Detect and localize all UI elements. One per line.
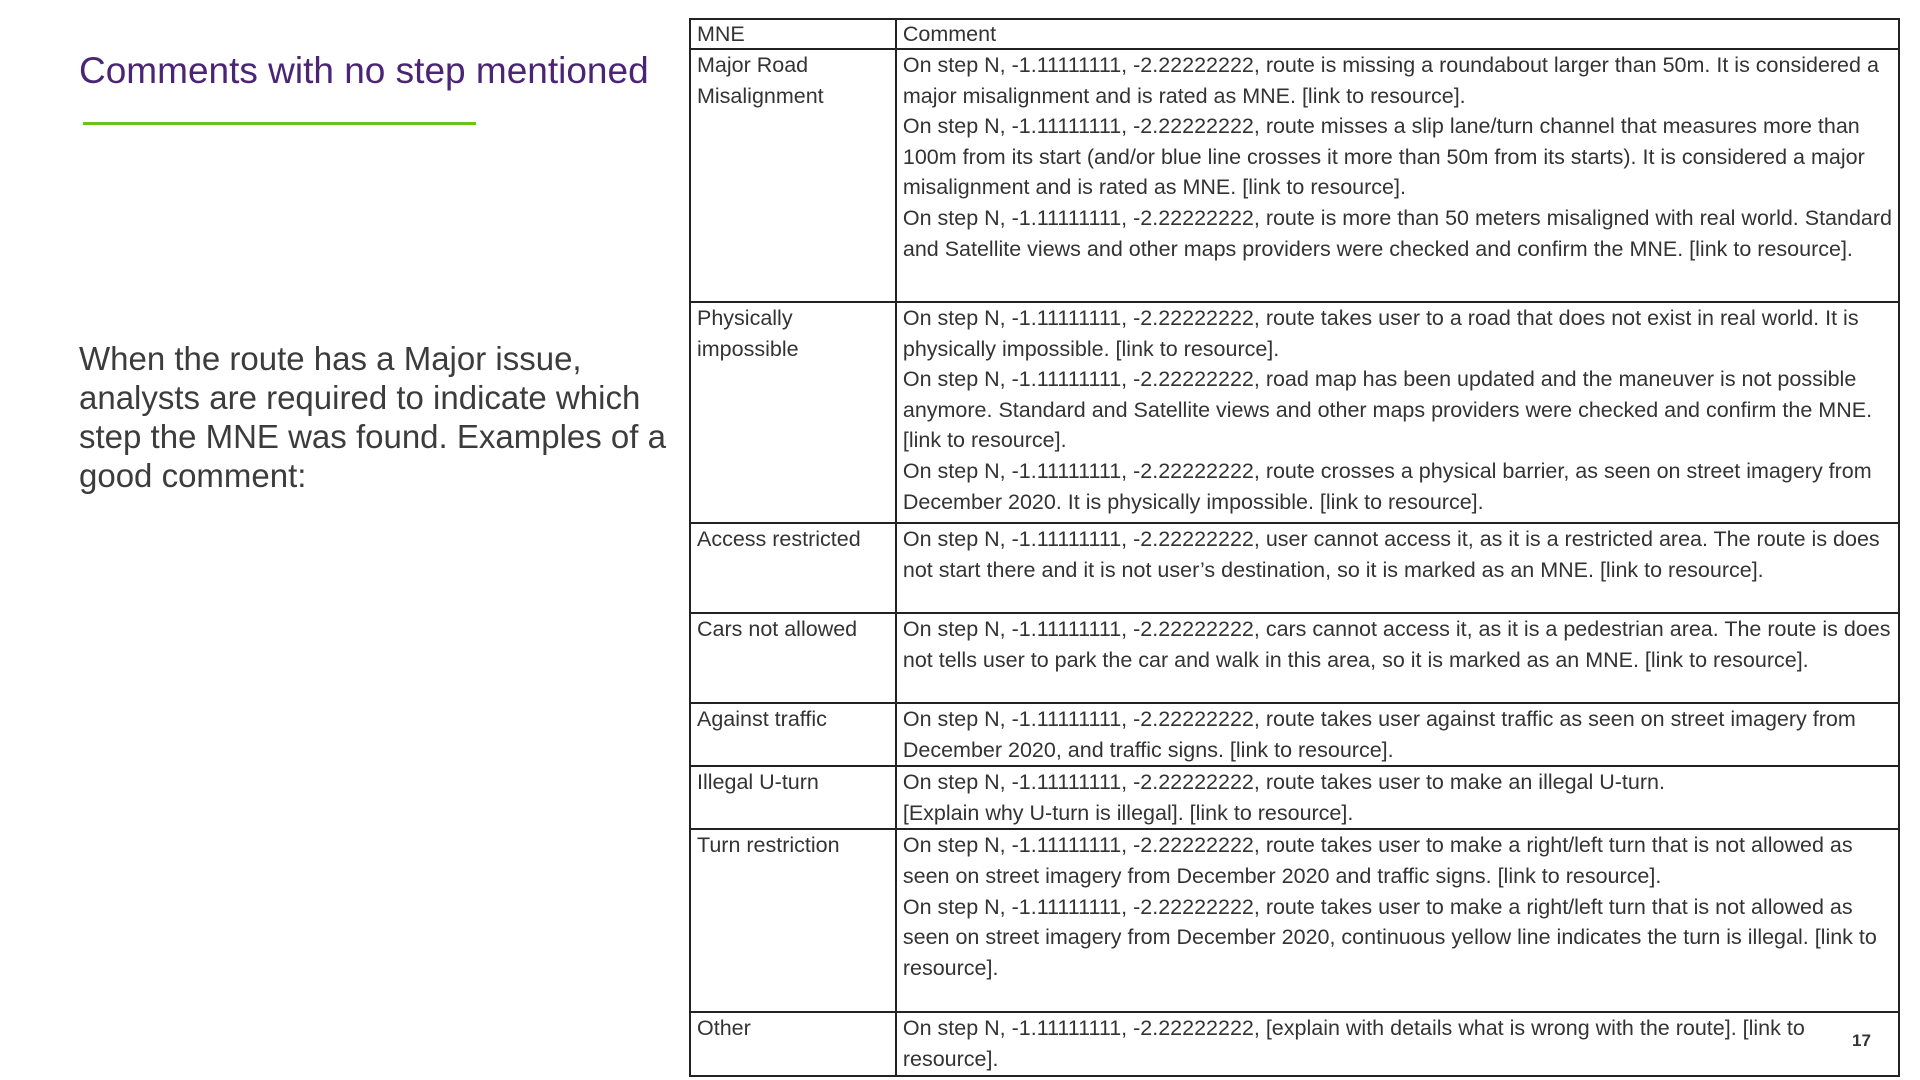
table-header-row <box>690 19 1899 49</box>
comment-example: On step N, -1.11111111, -2.22222222, route is missing a roundabout larger than 50m. It is considered a major misalignment and is rated as MNE. [link to resource]. <box>902 53 1879 108</box>
comment-example: On step N, -1.11111111, -2.22222222, user cannot access it, as it is a restricted area. The route is does not start there and it is not user’s destination, so it is marked as an MNE. [link to resource]. <box>902 527 1880 582</box>
mne-category-cell: Access restricted <box>690 523 896 613</box>
title-underline <box>83 122 476 125</box>
mne-category-cell: Against traffic <box>690 703 896 766</box>
mne-category-cell: Other <box>690 1012 896 1075</box>
comment-example: On step N, -1.11111111, -2.22222222, route is more than 50 meters misaligned with real world. Standard and Satellite views and other maps providers were checked and confirm the MNE. [link to resource]. <box>902 205 1893 261</box>
page-number: 17 <box>1852 1031 1871 1050</box>
comment-example: On step N, -1.11111111, -2.22222222, route crosses a physical barrier, as seen on street imagery from December 2020. It is physically impossible. [link to resource]. <box>902 458 1872 514</box>
comment-cell <box>896 829 1899 1012</box>
comment-example: On step N, -1.11111111, -2.22222222, route takes user to make a right/left turn that is not allowed as seen on street imagery from December 2020, continuous yellow line indicates the turn is illegal. [link to resource]. <box>902 894 1877 980</box>
mne-category-cell: Cars not allowed <box>690 613 896 703</box>
comment-example: On step N, -1.11111111, -2.22222222, route takes user to make an illegal U-turn. <box>902 770 1665 795</box>
comment-cell <box>896 613 1899 703</box>
comment-example: On step N, -1.11111111, -2.22222222, road map has been updated and the maneuver is not possible anymore. Standard and Satellite views and other maps providers were checked and confirm the MNE. [link to resource]. <box>902 367 1873 453</box>
table-body <box>690 49 1899 1076</box>
table-row <box>690 766 1899 829</box>
comment-example: On step N, -1.11111111, -2.22222222, [explain with details what is wrong with the route]. [link to resource]. <box>902 1016 1805 1071</box>
mne-category-cell: Physically impossible <box>690 302 896 523</box>
table-row <box>690 829 1899 1012</box>
comment-example: On step N, -1.11111111, -2.22222222, route takes user to make a right/left turn that is not allowed as seen on street imagery from December 2020 and traffic signs. [link to resource]. <box>902 833 1853 888</box>
slide-title: Comments with no step mentioned <box>79 50 649 91</box>
column-header-mne: MNE <box>690 19 896 49</box>
table-row <box>690 523 1899 613</box>
column-header-comment: Comment <box>896 19 1899 49</box>
table-row <box>690 613 1899 703</box>
comment-cell <box>896 1012 1899 1075</box>
comment-example: On step N, -1.11111111, -2.22222222, cars cannot access it, as it is a pedestrian area. The route is does not tells user to park the car and walk in this area, so it is marked as an MNE. [link to resource]. <box>902 617 1891 672</box>
mne-category-cell: Illegal U-turn <box>690 766 896 829</box>
mne-category-cell: Major Road Misalignment <box>690 49 896 302</box>
table-row <box>690 703 1899 766</box>
comment-cell <box>896 703 1899 766</box>
comment-cell <box>896 302 1899 523</box>
table-row <box>690 1012 1899 1075</box>
comment-example: [Explain why U-turn is illegal]. [link to resource]. <box>902 800 1354 825</box>
table-row <box>690 49 1899 302</box>
comment-cell <box>896 523 1899 613</box>
intro-paragraph: When the route has a Major issue, analysts are required to indicate which step the MNE was found. Examples of a good comment: <box>79 340 666 494</box>
comment-example: On step N, -1.11111111, -2.22222222, route takes user to a road that does not exist in real world. It is physically impossible. [link to resource]. <box>902 306 1859 361</box>
comment-example: On step N, -1.11111111, -2.22222222, route misses a slip lane/turn channel that measures more than 100m from its start (and/or blue line crosses it more than 50m from its starts). It is considered a major misalignment and is rated as MNE. [link to resource]. <box>902 114 1865 200</box>
comment-cell <box>896 49 1899 302</box>
comment-example: On step N, -1.11111111, -2.22222222, route takes user against traffic as seen on street imagery from December 2020, and traffic signs. [link to resource]. <box>902 707 1856 762</box>
mne-comment-table <box>689 18 1900 1077</box>
mne-category-cell: Turn restriction <box>690 829 896 1012</box>
table-row <box>690 302 1899 523</box>
comment-cell <box>896 766 1899 829</box>
